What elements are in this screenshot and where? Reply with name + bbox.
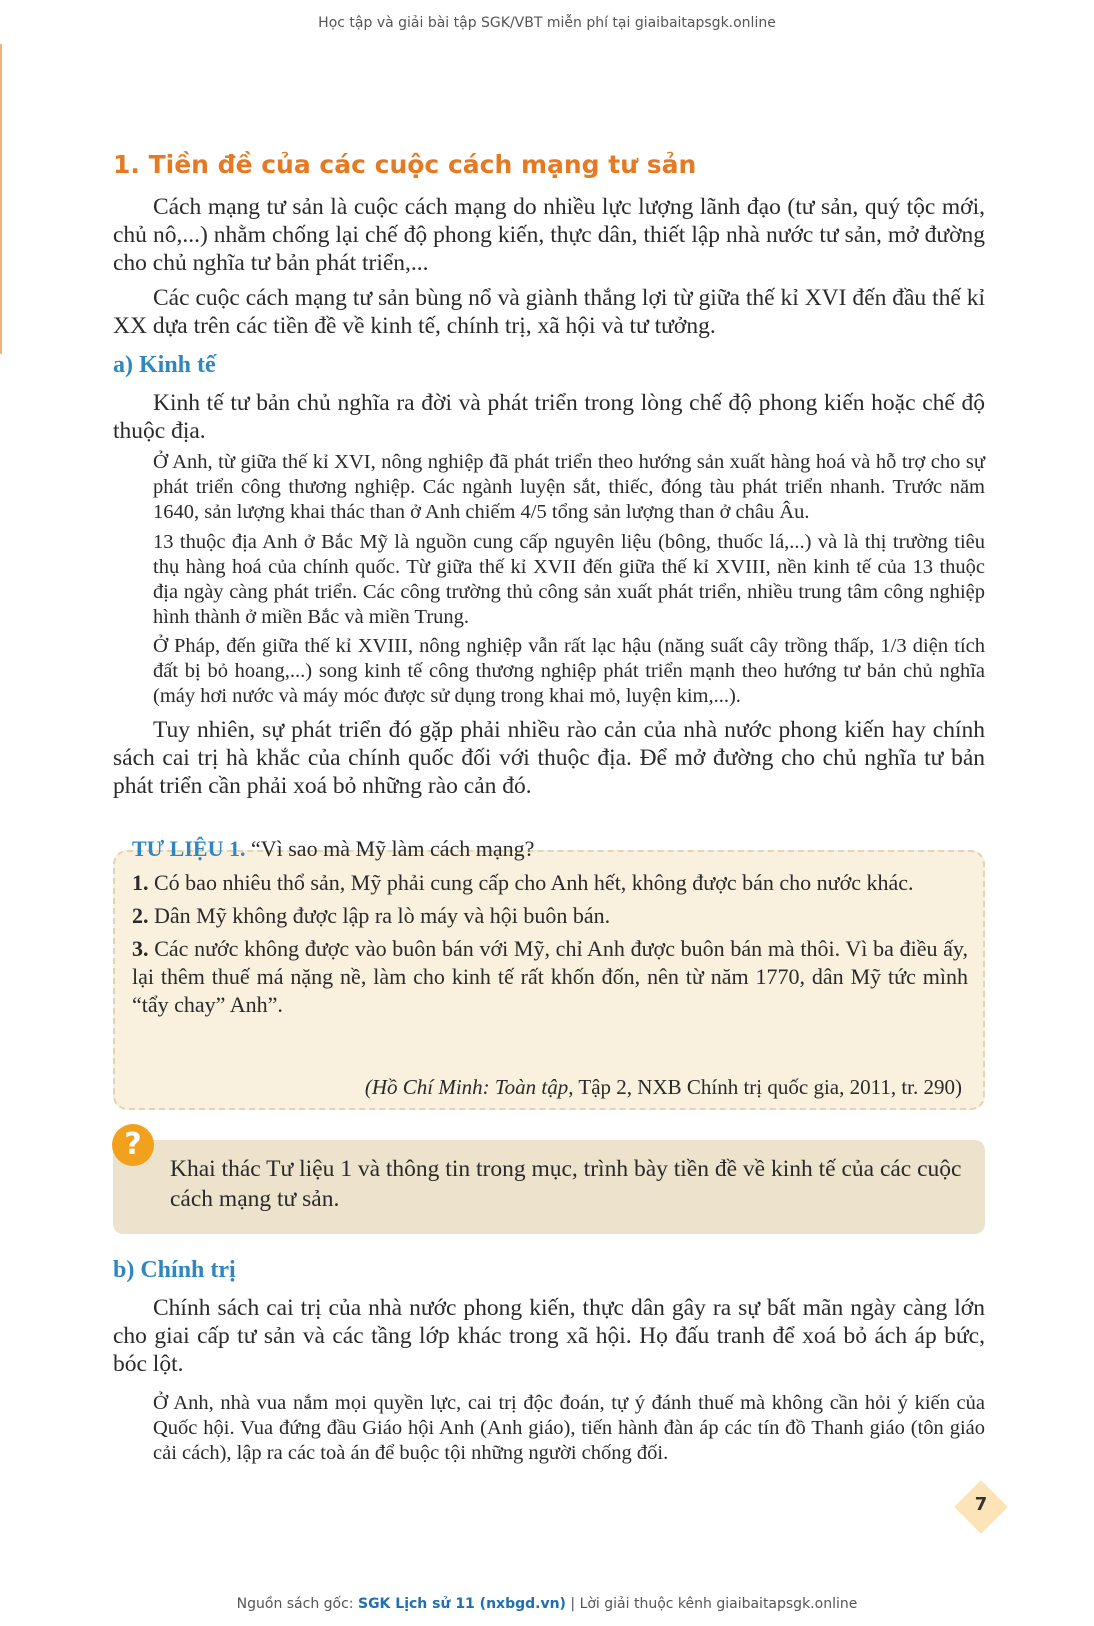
source-item-2 <box>132 902 968 930</box>
politics-lead: Chính sách cai trị của nhà nước phong kiến, thực dân gây ra sự bất mãn ngày càng lớn cho giai cấp tư sản và các tầng lớp khác trong xã hội. Họ đấu tranh để xoá bỏ ách áp bức, bóc lột. <box>113 1295 985 1377</box>
source-item-text: Các nước không được vào buôn bán với Mỹ, chỉ Anh được buôn bán mà thôi. Vì ba điều ấy, lại thêm thuế má nặng nề, làm cho kinh tế rất khốn đốn, nên từ năm 1770, dân Mỹ tức mình “tẩy chay” Anh”. <box>132 936 968 1017</box>
politics-heading: b) Chính trị <box>113 1257 236 1283</box>
economy-detail-north-america: 13 thuộc địa Anh ở Bắc Mỹ là nguồn cung cấp nguyên liệu (bông, thuốc lá,...) và là thị trường tiêu thụ hàng hoá của chính quốc. Từ giữa thế kỉ XVII đến giữa thế kỉ XVIII, nền kinh tế của 13 thuộc địa ngày càng phát triển. Các công trường thủ công sản xuất phát triển, nhiều trung tâm công nghiệp hình thành ở miền Bắc và miền Trung. <box>153 531 985 628</box>
source-item-text: Có bao nhiêu thổ sản, Mỹ phải cung cấp cho Anh hết, không được bán cho nước khác. <box>154 870 914 895</box>
footer-source-link[interactable]: SGK Lịch sử 11 (nxbgd.vn) <box>357 1596 566 1612</box>
question-mark-icon: ? <box>112 1124 154 1166</box>
intro-paragraph-1: Cách mạng tư sản là cuộc cách mạng do nhiều lực lượng lãnh đạo (tư sản, quý tộc mới, chủ nô,...) nhằm chống lại chế độ phong kiến, thực dân, thiết lập nhà nước tư sản, mở đường cho chủ nghĩa tư bản phát triển,... <box>113 194 985 276</box>
economy-lead: Kinh tế tư bản chủ nghĩa ra đời và phát triển trong lòng chế độ phong kiến hoặc chế độ thuộc địa. <box>113 390 985 444</box>
page-number: 7 <box>974 1494 988 1515</box>
header-note: Học tập và giải bài tập SGK/VBT miễn phí tại giaibaitapsgk.online <box>318 15 776 31</box>
footer-note <box>0 1596 1094 1612</box>
source-item-3 <box>132 935 968 1019</box>
source-item-number: 3. <box>132 936 149 961</box>
source-item-number: 2. <box>132 903 149 928</box>
footer-prefix: Nguồn sách gốc: <box>236 1596 358 1612</box>
page-edge-rule <box>0 44 2 354</box>
economy-conclusion: Tuy nhiên, sự phát triển đó gặp phải nhiều rào cản của nhà nước phong kiến hay chính sách cai trị hà khắc của chính quốc đối với thuộc địa. Để mở đường cho chủ nghĩa tư bản phát triển cần phải xoá bỏ những rào cản đó. <box>113 717 985 799</box>
economy-heading: a) Kinh tế <box>113 352 216 378</box>
source-item-1 <box>132 869 968 897</box>
intro-paragraph-2: Các cuộc cách mạng tư sản bùng nổ và giành thắng lợi từ giữa thế kỉ XVI đến đầu thế kỉ XX dựa trên các tiền đề về kinh tế, chính trị, xã hội và tư tưởng. <box>113 285 985 339</box>
citation-author-work: (Hồ Chí Minh: Toàn tập <box>364 1075 569 1099</box>
economy-detail-france: Ở Pháp, đến giữa thế kỉ XVIII, nông nghiệp vẫn rất lạc hậu (năng suất cây trồng thấp, 1/3 diện tích đất bị bỏ hoang,...) song kinh tế công thương nghiệp phát triển mạnh theo hướng tư bản chủ nghĩa (máy hơi nước và máy móc được sử dụng trong khai mỏ, luyện kim,...). <box>153 635 985 707</box>
source-label: TƯ LIỆU 1. <box>132 836 246 861</box>
section-title: 1. Tiền đề của các cuộc cách mạng tư sản <box>113 150 697 179</box>
source-heading <box>132 835 968 863</box>
citation-details: , Tập 2, NXB Chính trị quốc gia, 2011, tr. 290) <box>568 1075 962 1099</box>
source-citation <box>365 1075 962 1100</box>
source-item-text: Dân Mỹ không được lập ra lò máy và hội buôn bán. <box>154 903 611 928</box>
economy-detail-england: Ở Anh, từ giữa thế kỉ XVI, nông nghiệp đã phát triển theo hướng sản xuất hàng hoá và hỗ trợ cho sự phát triển công thương nghiệp. Các ngành luyện sắt, thiếc, đóng tàu phát triển nhanh. Trước năm 1640, sản lượng khai thác than ở Anh chiếm 4/5 tổng sản lượng than ở châu Âu. <box>153 451 985 523</box>
question-text: Khai thác Tư liệu 1 và thông tin trong mục, trình bày tiền đề về kinh tế của các cuộc cách mạng tư sản. <box>170 1156 962 1212</box>
source-item-number: 1. <box>132 870 149 895</box>
footer-suffix: | Lời giải thuộc kênh giaibaitapsgk.online <box>565 1596 858 1612</box>
politics-detail-england: Ở Anh, nhà vua nắm mọi quyền lực, cai trị độc đoán, tự ý đánh thuế mà không cần hỏi ý kiến của Quốc hội. Vua đứng đầu Giáo hội Anh (Anh giáo), tiến hành đàn áp các tín đồ Thanh giáo (tôn giáo cải cách), lập ra các toà án để buộc tội những người chống đối. <box>153 1392 985 1464</box>
source-question: “Vì sao mà Mỹ làm cách mạng? <box>250 836 535 861</box>
